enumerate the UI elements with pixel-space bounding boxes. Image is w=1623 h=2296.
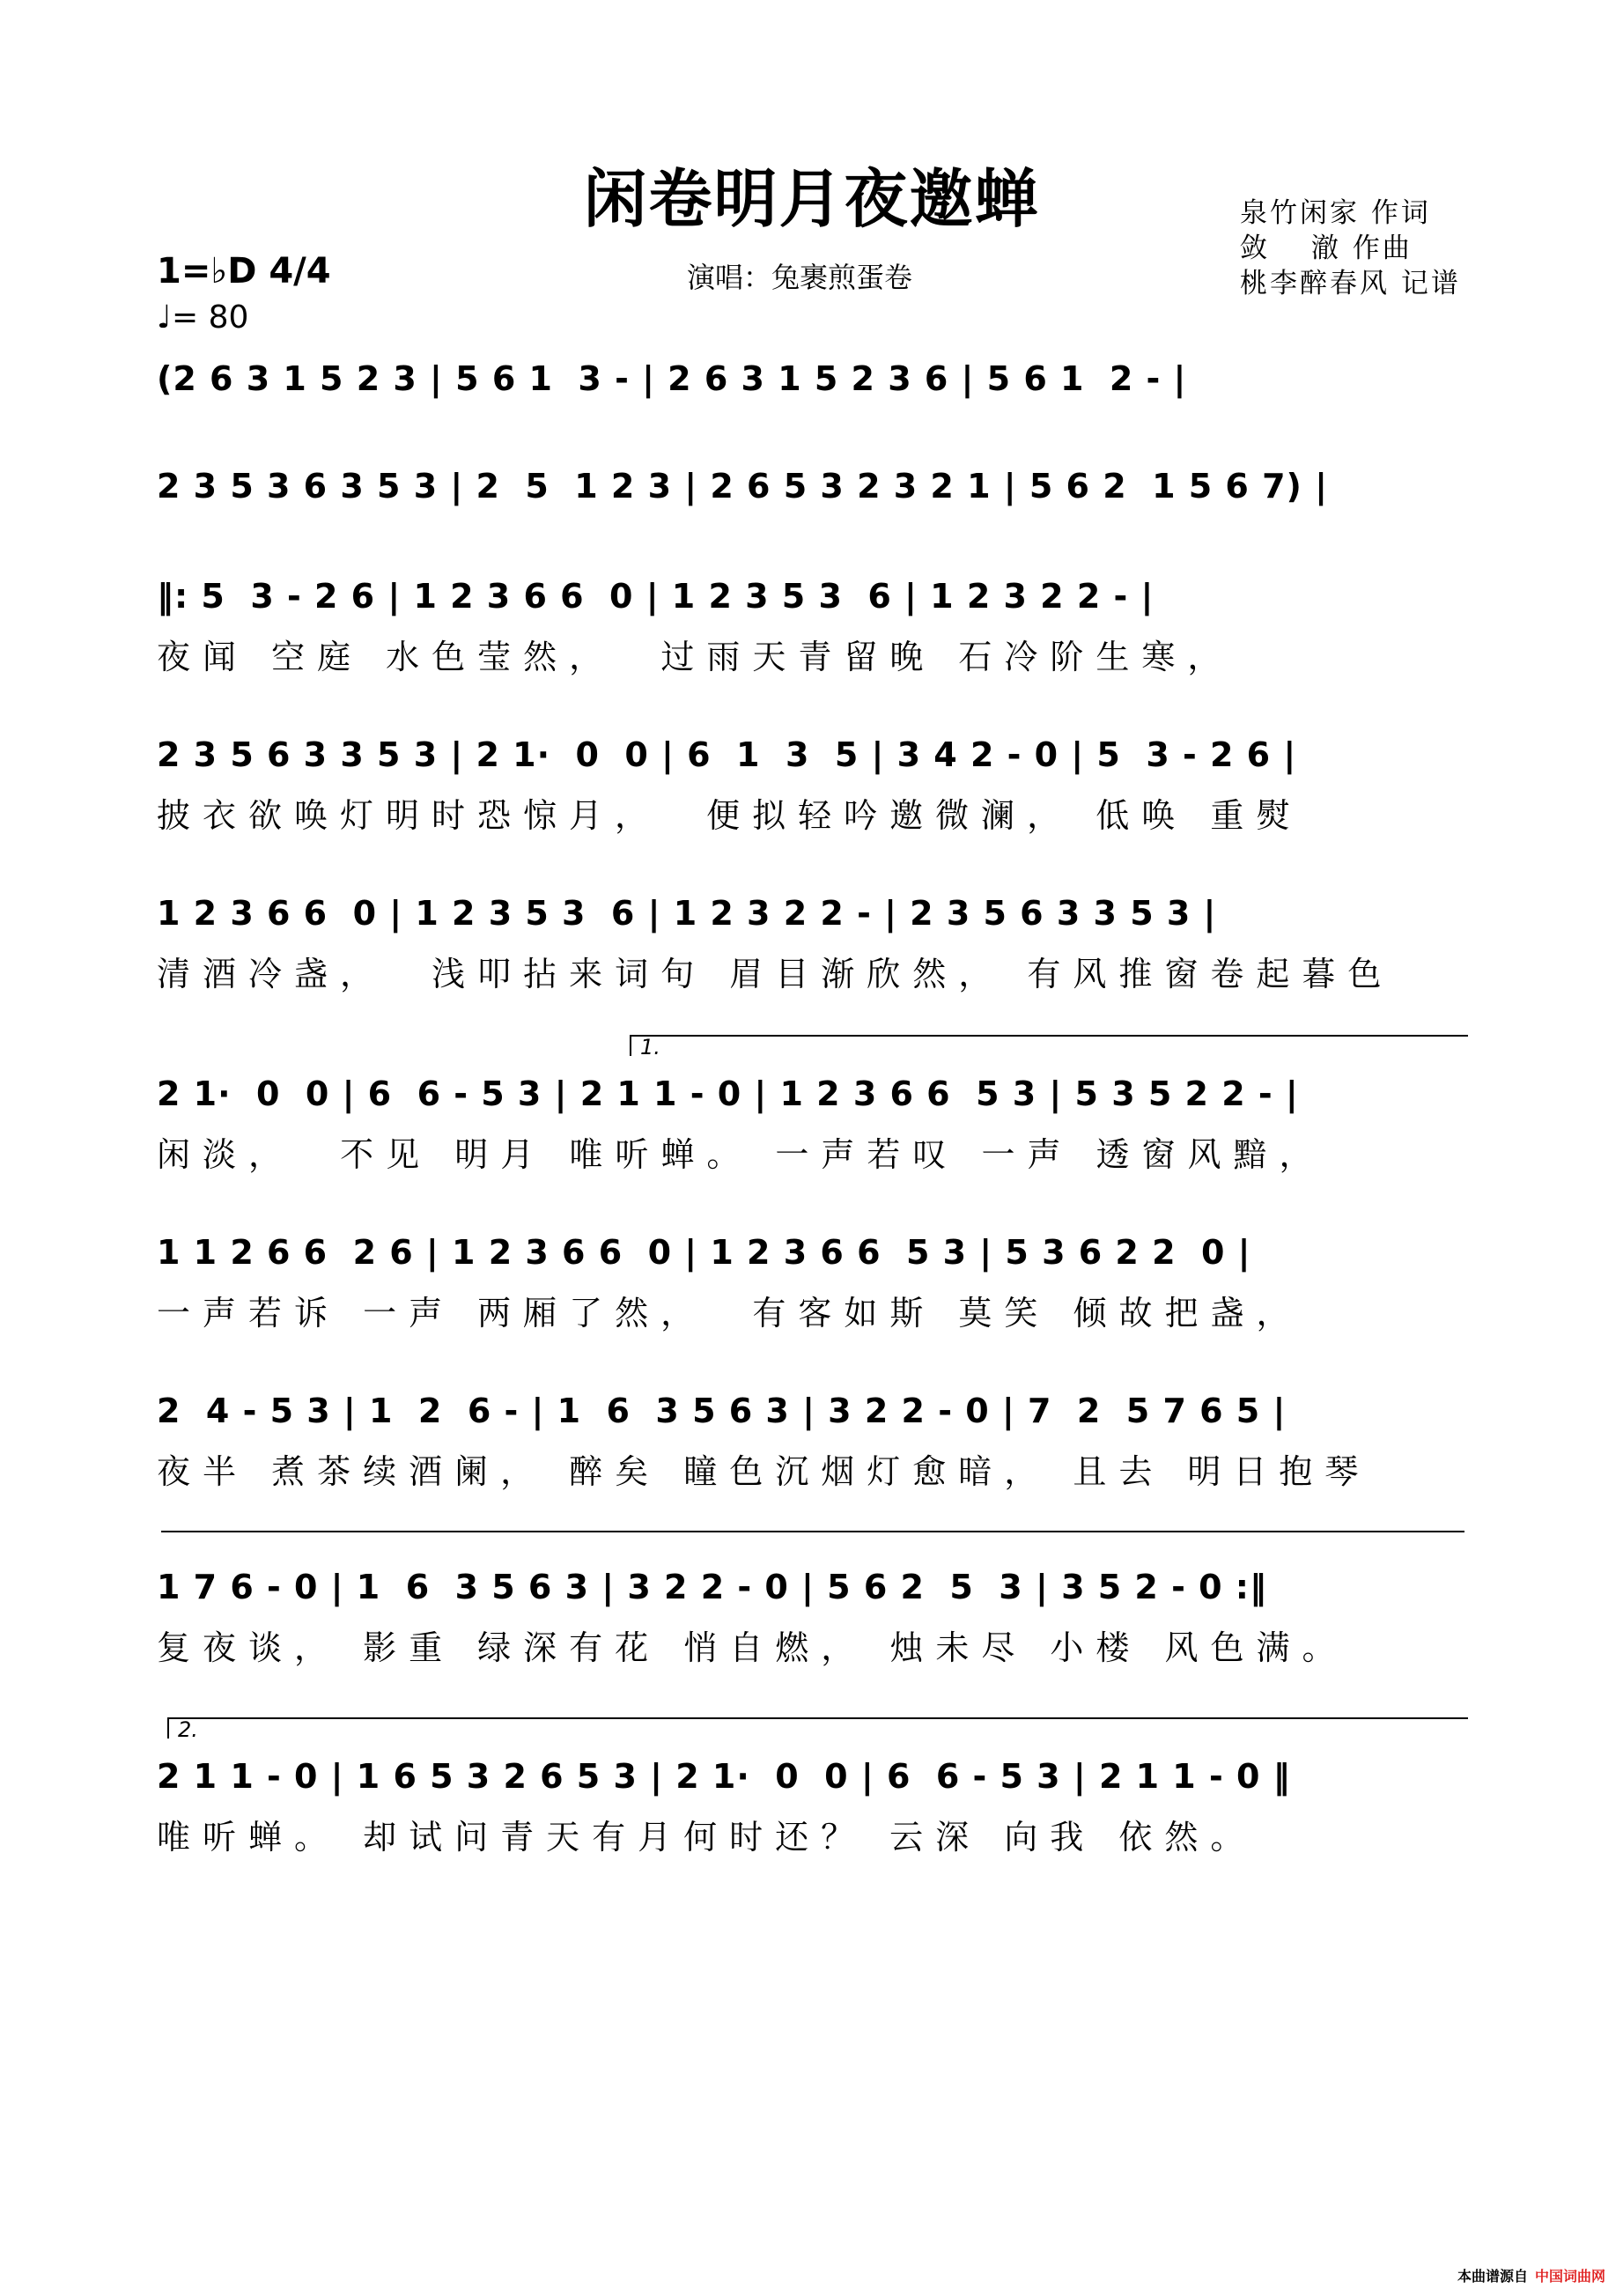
- notation-line-3: ‖: 5 3 - 2 6 | 1 2 3 6 6 0 | 1 2 3 5 3 6 | 1 2 3 2 2 - |: [157, 577, 1155, 616]
- score-title: 闲卷明月夜邀蝉: [583, 162, 1040, 236]
- volta-continuation-line: [161, 1531, 1464, 1552]
- composer-credit: 敛 澈 作曲: [1240, 233, 1413, 264]
- volta-label-1: 1.: [640, 1035, 660, 1059]
- lyrics-line-9: 复夜谈， 影重 绿深有花 悄自燃， 烛未尽 小楼 风色满。: [157, 1628, 1348, 1667]
- transcriber-credit: 桃李醉春风 记谱: [1240, 268, 1461, 299]
- volta-bracket-1: [630, 1035, 1468, 1059]
- lyrics-line-8: 夜半 煮茶续酒阑， 醉矣 瞳色沉烟灯愈暗， 且去 明日抱琴: [157, 1452, 1371, 1491]
- source-watermark: [1457, 2265, 1605, 2285]
- notation-line-7: 1 1 2 6 6 2 6 | 1 2 3 6 6 0 | 1 2 3 6 6 5 3 | 5 3 6 2 2 0 |: [157, 1233, 1251, 1272]
- lyrics-line-7: 一声若诉 一声 两厢了然， 有客如斯 莫笑 倾故把盏，: [157, 1294, 1302, 1333]
- tempo-marking: ♩= 80: [157, 299, 249, 336]
- lyrics-line-4: 披衣欲唤灯明时恐惊月， 便拟轻吟邀微澜， 低唤 重熨: [157, 796, 1302, 835]
- notation-line-4: 2 3 5 6 3 3 5 3 | 2 1· 0 0 | 6 1 3 5 | 3 4 2 - 0 | 5 3 - 2 6 |: [157, 735, 1297, 774]
- volta-bracket-2: [167, 1717, 1468, 1742]
- singer-credit: 演唱：兔裹煎蛋卷: [687, 261, 913, 294]
- notation-line-5: 1 2 3 6 6 0 | 1 2 3 5 3 6 | 1 2 3 2 2 - | 2 3 5 6 3 3 5 3 |: [157, 894, 1217, 933]
- lyrics-line-6: 闲淡， 不见 明月 唯听蝉。 一声若叹 一声 透窗风黯，: [157, 1135, 1325, 1174]
- lyricist-credit: 泉竹闲家 作词: [1240, 197, 1431, 229]
- volta-label-2: 2.: [178, 1717, 198, 1742]
- key-signature: 1=♭D 4/4: [157, 251, 331, 292]
- lyrics-line-5: 清酒冷盏， 浅叩拈来词句 眉目渐欣然， 有风推窗卷起暮色: [157, 955, 1394, 993]
- composer-credits: [1240, 196, 1461, 301]
- source-text: 本曲谱源自: [1457, 2268, 1528, 2285]
- notation-line-6: 2 1· 0 0 | 6 6 - 5 3 | 2 1 1 - 0 | 1 2 3 6 6 5 3 | 5 3 5 2 2 - |: [157, 1074, 1299, 1113]
- lyrics-line-10: 唯听蝉。 却试问青天有月何时还？ 云深 向我 依然。: [157, 1818, 1257, 1857]
- notation-line-9: 1 7 6 - 0 | 1 6 3 5 6 3 | 3 2 2 - 0 | 5 6 2 5 3 | 3 5 2 - 0 :‖: [157, 1568, 1267, 1606]
- notation-line-8: 2 4 - 5 3 | 1 2 6 - | 1 6 3 5 6 3 | 3 2 2 - 0 | 7 2 5 7 6 5 |: [157, 1392, 1287, 1430]
- notation-line-10: 2 1 1 - 0 | 1 6 5 3 2 6 5 3 | 2 1· 0 0 | 6 6 - 5 3 | 2 1 1 - 0 ‖: [157, 1757, 1291, 1796]
- site-name: 中国词曲网: [1534, 2268, 1605, 2285]
- notation-line-1: (2 6 3 1 5 2 3 | 5 6 1 3 - | 2 6 3 1 5 2 3 6 | 5 6 1 2 - |: [157, 359, 1187, 398]
- notation-line-2: 2 3 5 3 6 3 5 3 | 2 5 1 2 3 | 2 6 5 3 2 3 2 1 | 5 6 2 1 5 6 7) |: [157, 467, 1329, 506]
- lyrics-line-3: 夜闻 空庭 水色莹然， 过雨天青留晚 石冷阶生寒，: [157, 638, 1234, 676]
